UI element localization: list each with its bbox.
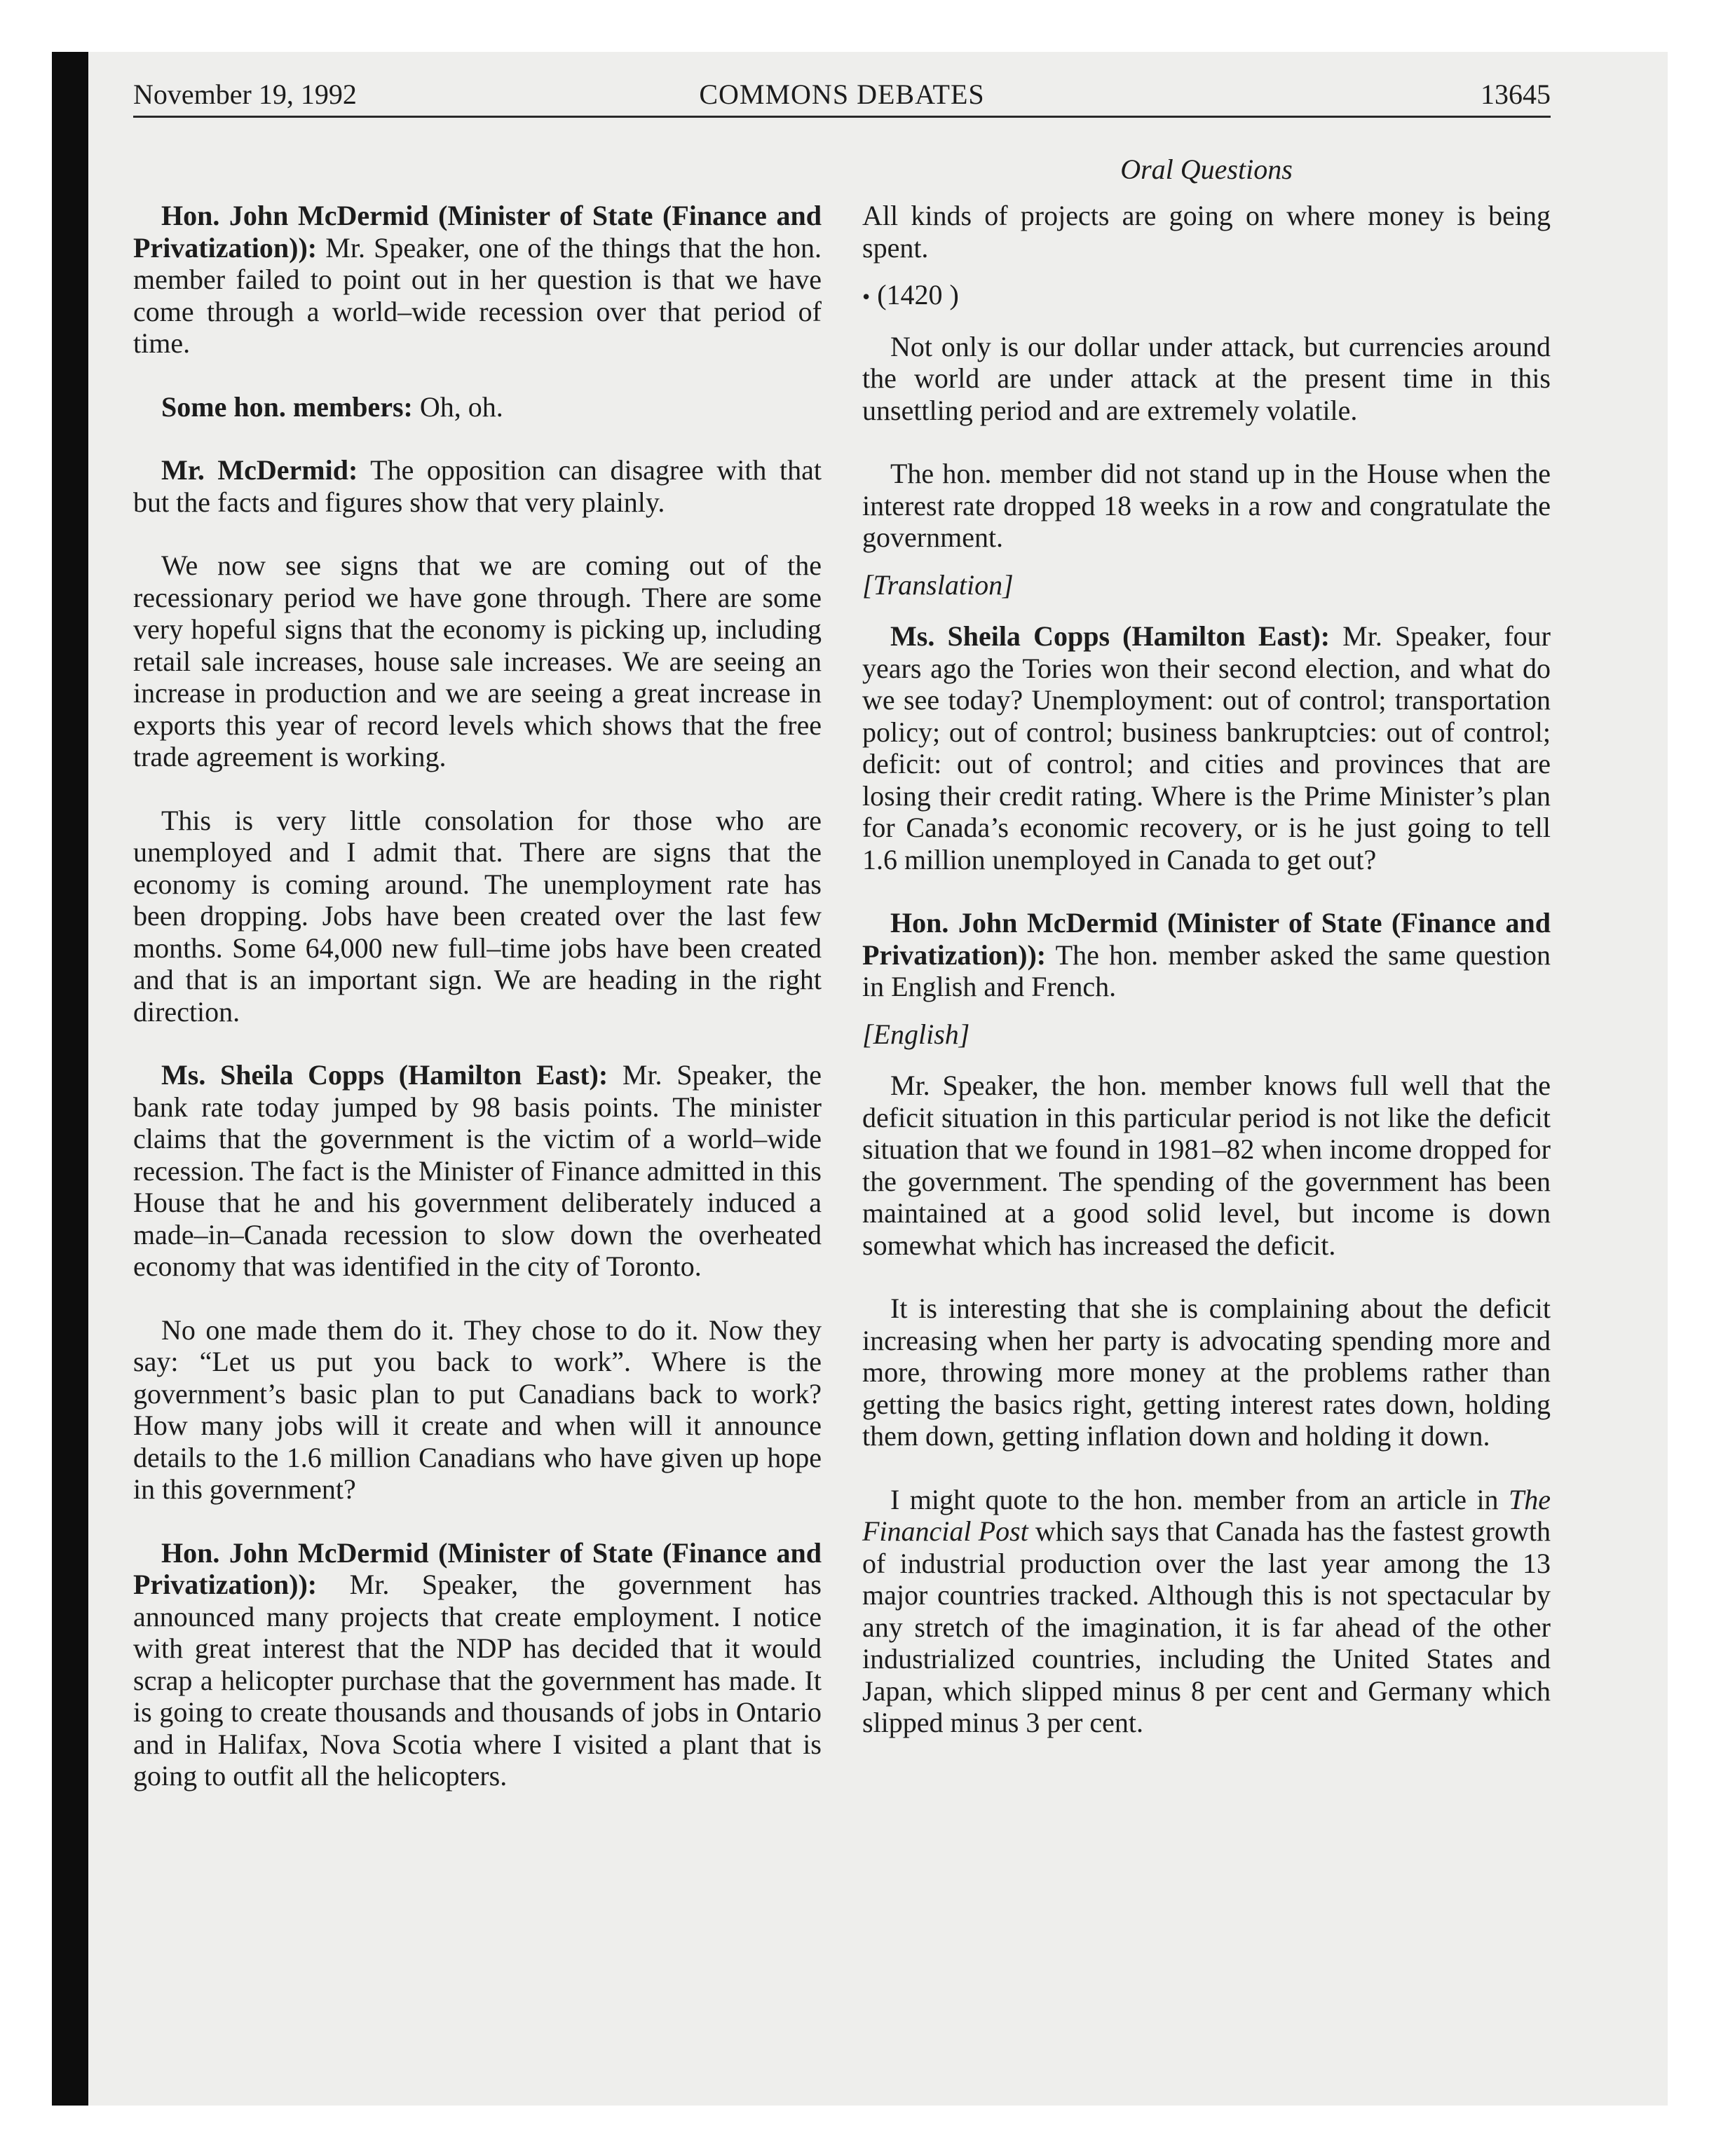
- paragraph: [133, 1059, 822, 1283]
- speaker-name: Hon. John McDermid (Minister of State (Finance and Privatization)):: [133, 200, 822, 264]
- header-date: November 19, 1992: [133, 79, 357, 110]
- speaker-name: Ms. Sheila Copps (Hamilton East):: [890, 620, 1331, 652]
- speaker-name: Ms. Sheila Copps (Hamilton East):: [161, 1059, 608, 1091]
- speech-text: The hon. member asked the same question in English and French.: [862, 939, 1551, 1002]
- speaker-name: Hon. John McDermid (Minister of State (Finance and Privatization)):: [133, 1536, 822, 1600]
- paragraph: [133, 1537, 822, 1792]
- paragraph: [133, 391, 822, 423]
- speech-text: Mr. Speaker, four years ago the Tories won their second election, and what do we see today? Unemployment: out of control; transportation policy; out of control; business bankruptcies: out of control; deficit: out of control; and cities and provinces that are losing their credit rating. Where is the Prime Minister’s plan for Canada’s economic recovery, or is he just going to tell 1.6 million unemployed in Canada to get out?: [862, 620, 1551, 875]
- paragraph: [133, 200, 822, 360]
- speech-text: Oh, oh.: [412, 390, 503, 423]
- header-rule: [133, 116, 1551, 118]
- paragraph: No one made them do it. They chose to do it. Now they say: “Let us put you back to work”. Where is the government’s basic plan to put Canadians back to work? How many jobs will it create and when will it announce details to the 1.6 million Canadians who have given up hope in this government?: [133, 1314, 822, 1505]
- left-column: [133, 200, 822, 1824]
- bullet-icon: •: [862, 284, 871, 309]
- speaker-name: Mr. McDermid:: [161, 454, 358, 486]
- paragraph: [862, 620, 1551, 875]
- paragraph: It is interesting that she is complaining about the deficit increasing when her party is advocating spending more and more, throwing more money at the problems rather than getting the basics right, getting interest rates down, holding them down, getting inflation down and holding it down.: [862, 1292, 1551, 1452]
- speech-text: The opposition can disagree with that but the facts and figures show that very plainly.: [133, 454, 822, 518]
- paragraph: We now see signs that we are coming out of the recessionary period we have gone through. There are some very hopeful signs that the economy is picking up, including retail sale increases, house sale increases. We are seeing an increase in production and we are seeing a great increase in exports this year of record levels which shows that the free trade agreement is working.: [133, 550, 822, 772]
- time-marker: [862, 279, 1551, 313]
- page-header: [133, 76, 1551, 114]
- binding-edge: [52, 52, 88, 2106]
- speech-text: Mr. Speaker, the bank rate today jumped by 98 basis points. The minister claims that the government is the victim of a world–wide recession. The fact is the Minister of Finance admitted in this House that he and his government deliberately induced a made–in–Canada recession to slow down the overheated economy that was identified in the city of Toronto.: [133, 1059, 822, 1282]
- speaker-name: Some hon. members:: [161, 390, 413, 423]
- speech-text: Mr. Speaker, one of the things that the hon. member failed to point out in her question is that we have come through a world–wide recession over that period of time.: [133, 231, 822, 359]
- paragraph: All kinds of projects are going on where money is being spent.: [862, 200, 1551, 264]
- speech-text: Mr. Speaker, the government has announced many projects that create employment. I notice with great interest that the NDP has decided that it would scrap a helicopter purchase that the government has made. It is going to create thousands and thousands of jobs in Ontario and in Halifax, Nova Scotia where I visited a plant that is going to outfit all the helicopters.: [133, 1569, 822, 1792]
- right-column: [862, 200, 1551, 1770]
- paragraph: [862, 907, 1551, 1003]
- english-tag: [English]: [862, 1018, 970, 1050]
- paragraph: Not only is our dollar under attack, but currencies around the world are under attack at the present time in this unsettling period and are extremely volatile.: [862, 330, 1551, 426]
- speaker-name: Hon. John McDermid (Minister of State (Finance and Privatization)):: [862, 907, 1551, 971]
- paragraph: Mr. Speaker, the hon. member knows full well that the deficit situation in this particular period is not like the deficit situation that we found in 1981–82 when income dropped for the government. The spending of the government has been maintained at a good solid level, but income is down somewhat which has increased the deficit.: [862, 1070, 1551, 1261]
- paragraph: I might quote to the hon. member from an article in The Financial Post which says that Canada has the fastest growth of industrial production over the last year among the 13 major countries tracked. Although this is not spectacular by any stretch of the imagination, it is far ahead of the other industrialized countries, including the United States and Japan, which slipped minus 8 per cent and Germany which slipped minus 3 per cent.: [862, 1483, 1551, 1738]
- paragraph: [133, 454, 822, 518]
- paragraph: This is very little consolation for those who are unemployed and I admit that. There are signs that the economy is coming around. The unemployment rate has been dropping. Jobs have been created over the last few months. Some 64,000 new full–time jobs have been created and that is an important sign. We are heading in the right direction.: [133, 804, 822, 1028]
- translation-tag: [Translation]: [862, 568, 1014, 601]
- publication-title: The Financial Post: [862, 1483, 1551, 1547]
- header-title: COMMONS DEBATES: [699, 79, 985, 110]
- header-page-number: 13645: [1481, 79, 1551, 110]
- section-heading: Oral Questions: [1120, 153, 1293, 185]
- time-stamp: (1420 ): [877, 279, 959, 311]
- paragraph: The hon. member did not stand up in the House when the interest rate dropped 18 weeks in a row and congratulate the government.: [862, 458, 1551, 553]
